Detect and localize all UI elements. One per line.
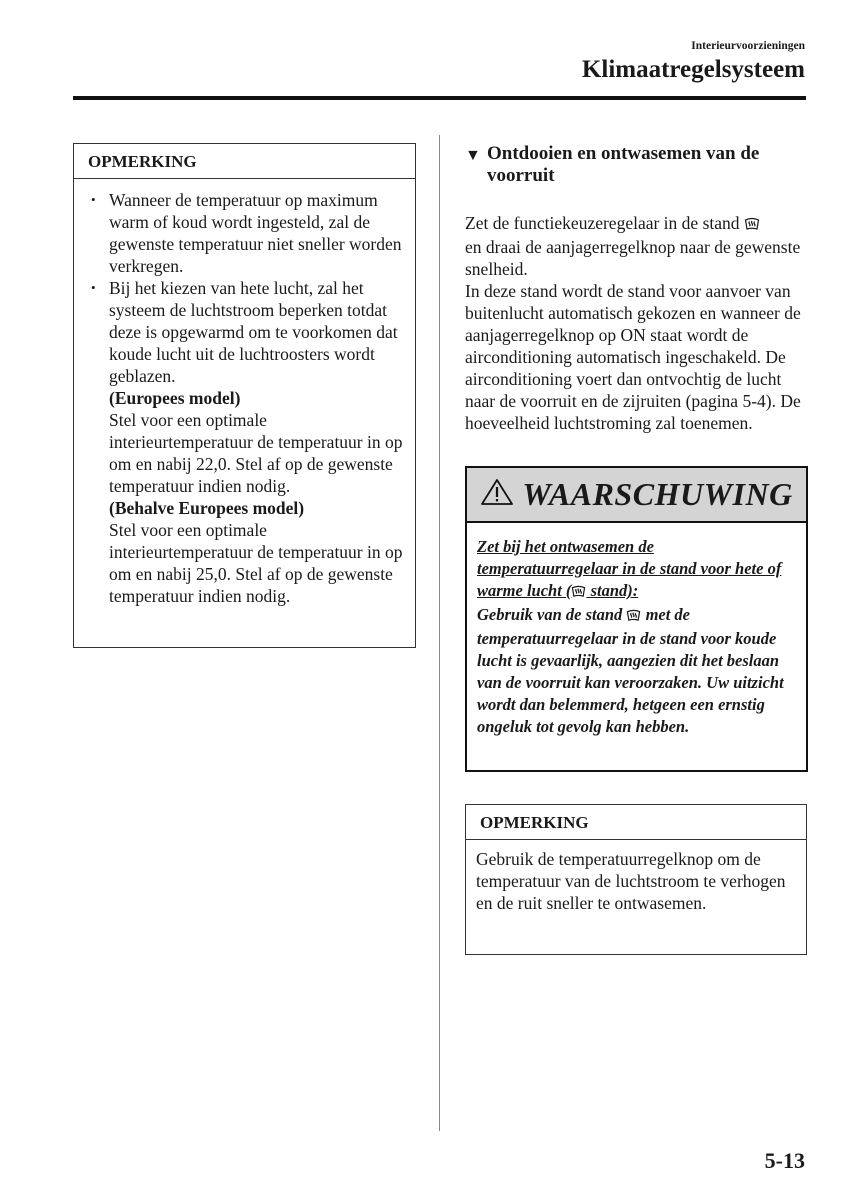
windshield-defrost-icon [626, 606, 641, 628]
note-box-left [73, 143, 416, 648]
windshield-defrost-icon [571, 582, 586, 604]
note-body-text: Gebruik de temperatuurregelknop om de temperatuur van de luchtstroom te verhogen en de ruit sneller te ontwasemen. [476, 849, 786, 913]
warning-triangle-icon [480, 478, 514, 511]
european-model-heading: (Europees model) [109, 388, 241, 408]
section-heading-text: Ontdooien en ontwasemen van de voorruit [487, 143, 760, 186]
page-title: Klimaatregelsysteem [581, 56, 805, 83]
warning-header [467, 468, 806, 523]
warning-lead-text-after: stand): [586, 581, 639, 600]
warning-body [467, 523, 806, 738]
warning-text-before-icon: Gebruik van de stand [477, 605, 623, 624]
warning-box [465, 466, 808, 772]
header-section-label: Interieurvoorzieningen [691, 40, 805, 52]
note-body [74, 179, 415, 607]
note-title: OPMERKING [74, 144, 415, 179]
windshield-defrost-icon [744, 214, 760, 236]
paragraph-second: In deze stand wordt de stand voor aanvoer van buitenlucht automatisch gekozen en wanneer de aanjagerregelknop op ON staat wordt de airconditioning automatisch ingeschakeld. De airconditioning voert dan ontvochtig de lucht naar de voorruit en de zijruiten (pagina 5-4). De hoeveelheid luchtstroming zal toenemen. [465, 281, 801, 433]
non-european-model-heading: (Behalve Europees model) [109, 498, 305, 518]
note-title: OPMERKING [466, 805, 806, 840]
warning-underlined-lead [477, 537, 781, 600]
warning-lead-text-before: Zet bij het ontwasemen de temperatuurregelaar in de stand voor hete of warme lucht ( [477, 537, 782, 600]
triangle-marker-icon: ▼ [465, 147, 481, 164]
note-box-right [465, 804, 807, 955]
warning-text-after-icon: met de temperatuurregelaar in de stand voor koude lucht is gevaarlijk, aangezien dit het beslaan van de voorruit kan veroorzaken. Uw uitzicht wordt dan belemmerd, hetgeen een ernstig ongeluk tot gevolg kan hebben. [477, 605, 784, 736]
bullet-hot-air-text: Bij het kiezen van hete lucht, zal het systeem de luchtstroom beperken totdat deze is opgewarmd om te voorkomen dat koude lucht uit de luchtroosters wordt geblazen. [109, 278, 398, 386]
header-rule [73, 96, 806, 100]
column-divider [439, 135, 440, 1131]
warning-title: WAARSCHUWING [522, 476, 793, 512]
section-heading [465, 143, 810, 187]
paragraph-text-before-icon: Zet de functiekeuzeregelaar in de stand [465, 213, 740, 233]
non-european-model-text: Stel voor een optimale interieurtemperatuur de temperatuur in op om en nabij 25,0. Stel af op de gewenste temperatuur indien nodig. [109, 520, 403, 606]
note-bullet-hot-air [88, 277, 403, 607]
section-paragraph [465, 212, 810, 434]
page-number: 5-13 [764, 1148, 805, 1173]
paragraph-text-after-icon: en draai de aanjagerregelknop naar de gewenste snelheid. [465, 237, 801, 279]
note-bullet-max-temp: • Wanneer de temperatuur op maximum warm of koud wordt ingesteld, zal de gewenste temperatuur niet sneller worden verkregen. [88, 189, 403, 277]
european-model-text: Stel voor een optimale interieurtemperatuur de temperatuur in op om en nabij 22,0. Stel af op de gewenste temperatuur indien nodig. [109, 410, 403, 496]
